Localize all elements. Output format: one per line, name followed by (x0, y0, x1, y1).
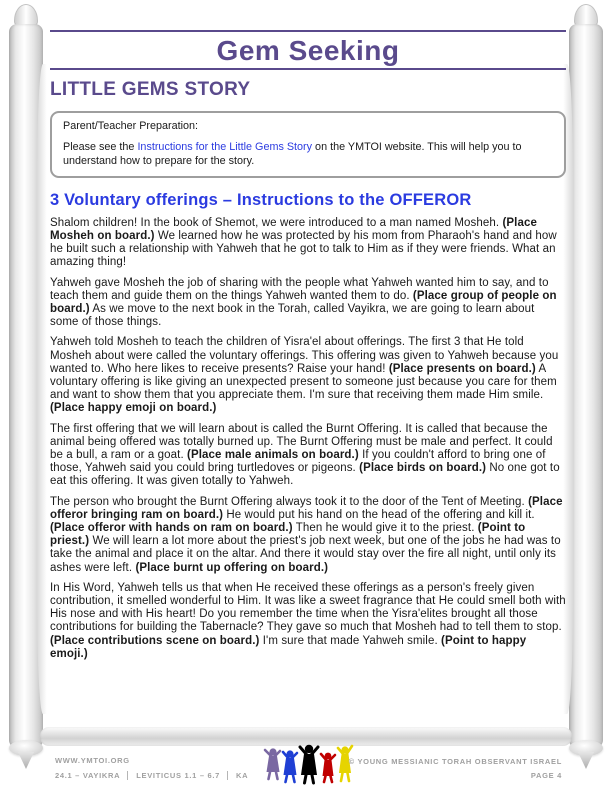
story-text: If you couldn't afford to bring one of those, Yahweh said you could bring turtledoves or pigeons. (50, 448, 546, 475)
stage-direction: (Place offeror with hands on ram on board.) (50, 521, 293, 534)
section-heading: 3 Voluntary offerings – Instructions to the OFFEROR (50, 190, 472, 209)
story-text: Then he would give it to the priest. (292, 521, 478, 534)
story-text: As we move to the next book in the Torah, called Vayikra, we are going to learn about some of those things. (50, 302, 535, 329)
story-paragraph (50, 582, 566, 661)
scroll-knob-top-left (14, 4, 38, 26)
story-paragraph (50, 277, 566, 330)
story-text: The first offering that we will learn about is called the Burnt Offering. It is called that because the animal being offered was totally burned up. The Burnt Offering must be male and perfect. It could be a bull, a ram or a goat. (50, 422, 553, 461)
stage-direction: (Place male animals on board.) (187, 448, 359, 461)
story-text: No one got to eat this offering. It was given totally to Yahweh. (50, 462, 560, 488)
stage-direction: (Place happy emoji on board.) (50, 402, 217, 415)
stage-direction: (Place birds on board.) (359, 462, 487, 475)
stage-direction: (Place Mosheh on board.) (50, 216, 537, 242)
stage-direction: (Point to priest.) (50, 521, 526, 548)
preparation-body (63, 140, 553, 169)
story-text: The person who brought the Burnt Offering always took it to the door of the Tent of Meeting. (50, 495, 529, 508)
scroll-roller-right (569, 24, 603, 748)
scroll-tip-bottom-right (578, 752, 594, 769)
stage-direction: (Place burnt up offering on board.) (135, 561, 329, 574)
scroll-tip-bottom-left (18, 752, 34, 769)
page-subtitle: LITTLE GEMS STORY (50, 79, 251, 100)
page-title: Gem Seeking (50, 32, 566, 70)
stage-direction: (Place offeror bringing ram on board.) (50, 495, 563, 521)
footer-lesson: 24.1 – VAYIKRA (55, 771, 121, 780)
footer-right (349, 755, 562, 783)
footer-lesson-line (55, 768, 248, 783)
story-text: A voluntary offering is like giving an unexpected present to someone just because you care for them and want to show them that you appreciate them. I'm sure that receiving them made Him smile. (50, 362, 557, 402)
story-paragraph (50, 496, 566, 575)
scroll-knob-top-right (574, 4, 598, 26)
page-content (50, 30, 566, 668)
instructions-link[interactable]: Instructions for the Little Gems Story (137, 140, 313, 153)
story-paragraph (50, 423, 566, 489)
title-block (50, 30, 566, 70)
story-text: Yahweh told Mosheh to teach the children of Yisra'el about offerings. The first 3 that He told Mosheh about were called the voluntary offerings. This offering was given to Yahweh because you wanted to. Who here likes to receive presents? Raise your hand! (50, 336, 559, 375)
stage-direction: (Place presents on board.) (388, 362, 536, 375)
footer-copyright: © YOUNG MESSIANIC TORAH OBSERVANT ISRAEL (348, 757, 562, 766)
footer-scripture: LEVITICUS 1.1 – 6.7 (127, 771, 220, 780)
preparation-box (50, 111, 566, 178)
story-text: We learned how he was protected by his mom from Pharaoh's hand and how he built such a relationship with Yahweh that he got to talk to Him as if they were friends. What an amazing thing! (50, 229, 557, 269)
footer-website: WWW.YMTOI.ORG (55, 756, 130, 765)
story-text: I'm sure that made Yahweh smile. (259, 634, 442, 647)
stage-direction: (Point to happy emoji.) (50, 634, 527, 660)
story-text: Yahweh gave Mosheh the job of sharing with the people what Yahweh wanted him to say, and to teach them and guide them on the things Yahweh wanted them to do. (50, 276, 549, 302)
preparation-heading: Parent/Teacher Preparation: (63, 120, 199, 132)
story-text: We will learn a lot more about the priest's job next week, but one of the jobs he had was to take the animal and place it on the altar. And there it would stay over the fire all night, until only its ashes were left. (50, 535, 561, 574)
stage-direction: (Place group of people on board.) (50, 289, 557, 315)
story-text: He would put his hand on the head of the offering and kill it. (223, 508, 535, 521)
footer-left (55, 753, 248, 783)
story-paragraphs (50, 217, 566, 661)
story-text: Shalom children! In the book of Shemot, we were introduced to a man named Mosheh. (50, 216, 503, 229)
preparation-text-pre: Please see the (63, 140, 138, 153)
paper-curl-left (37, 64, 49, 714)
preparation-text-post: on the YMTOI website. This will help you to understand how to prepare for the story. (63, 140, 522, 168)
story-text: In His Word, Yahweh tells us that when He received these offerings as a person's freely given contribution, it smelled wonderful to Him. It was like a sweet fragrance that He could smell both with His nose and with His heart! Do you remember the time when the Yisra'elites brought all those contributions for building the Tabernacle? They gave so much that Mosheh had to tell them to stop. (50, 581, 566, 634)
story-paragraph (50, 336, 566, 415)
ymtoi-logo (263, 741, 355, 787)
footer-page-number: PAGE 4 (530, 771, 562, 780)
footer-code: KA (227, 771, 248, 780)
stage-direction: (Place contributions scene on board.) (50, 634, 260, 647)
story-paragraph (50, 217, 566, 270)
